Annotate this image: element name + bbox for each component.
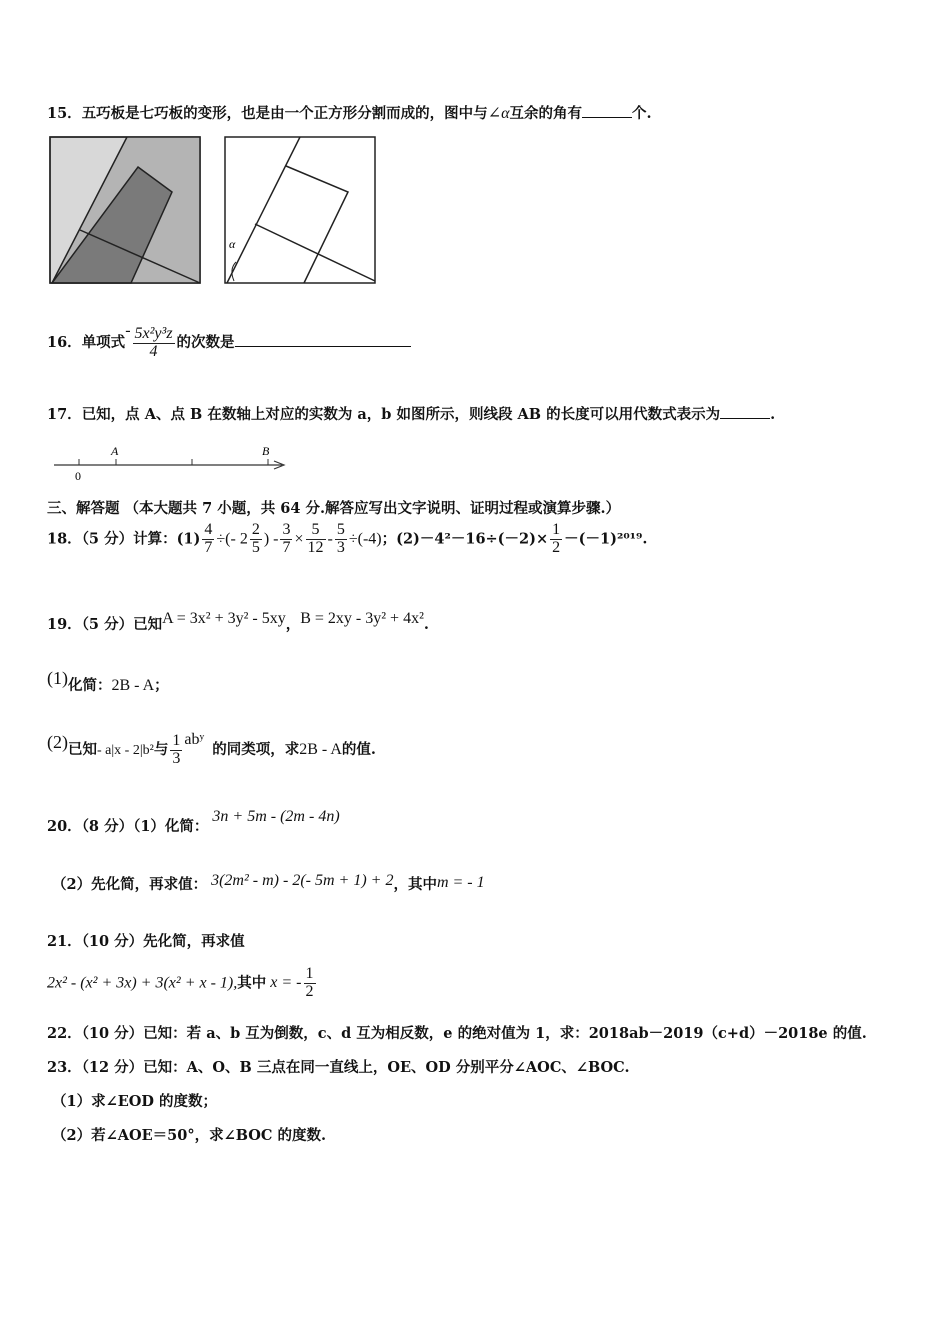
question-19-part-2 [47,731,376,767]
q16-fraction [133,326,175,361]
q19-p1-expr: 2B - A [111,677,155,694]
q18-f6-den: 2 [552,538,561,556]
q18-f2-num: 2 [251,521,260,538]
q17-label-b: B [262,444,270,458]
q21-cond: x = - [270,974,302,992]
q19-p1-text: 化简： [68,677,112,694]
q19-p2-expr1: - a|x - 2|b² [97,743,154,758]
q16-frac-num: 5x²y³z [134,324,173,342]
question-23 [47,1056,630,1077]
question-19-part-1 [47,668,169,695]
q18-f6-num: 1 [552,521,561,538]
q18-part-3: × [294,530,304,548]
q19-comma: ， [285,616,301,633]
q18-f4-num: 5 [306,522,326,540]
q16-text-a: 单项式 [81,334,126,351]
q19-p2-fraction [170,733,182,768]
q20-expr-1: 3n + 5m - (2m - 4n) [212,808,340,825]
q18-part-2: ) - [263,530,279,548]
q16-sign: - [125,322,131,339]
q16-number: 16． [47,334,82,351]
section-3-header: 三、解答题 （本大题共 7 小题，共 64 分.解答应写出文字说明、证明过程或演算步骤.） [47,500,621,517]
q15-text-b: 互余的角有 [509,105,582,122]
question-17 [47,403,775,424]
q18-f1-den: 7 [204,538,213,556]
question-23-part-1: （1）求∠EOD 的度数； [52,1093,218,1110]
q18-frac-2 [250,522,262,557]
q18-frac-3 [280,522,292,557]
q18-number: 18． [47,530,82,548]
question-23-part-2: （2）若∠AOE＝50°，求∠BOC 的度数. [52,1127,327,1144]
q20-p2-text: （2）先化简，再求值： [52,876,208,893]
q15-figure-shaded [49,136,201,284]
q19-p2-frac-den: 3 [172,749,181,767]
q18-f5-num: 5 [336,521,345,538]
q18-f3-den: 7 [282,538,291,556]
q17-end: . [770,406,776,423]
q18-frac-1 [202,522,214,557]
q22-number: 22． [47,1025,82,1042]
question-16 [47,322,411,360]
question-20-part-2 [52,872,485,894]
q17-text: 已知，点 A、点 B 在数轴上对应的实数为 a，b 如图所示，则线段 AB 的长度可以用代数式表示为 [81,406,721,423]
question-18 [47,522,647,557]
q20-cond: m = - 1 [436,874,485,891]
question-19 [47,610,429,634]
question-22 [47,1022,867,1043]
q18-part-1: ÷(- 2 [216,530,248,548]
q18-text-b: ；(2)－4²－16÷(－2)× [381,530,549,548]
q18-f3-num: 3 [282,521,291,538]
q20-expr-2: 3(2m² - m) - 2(- 5m + 1) + 2 [211,872,394,889]
q20-text-a: （8 分）（1）化简： [81,818,209,835]
q18-frac-4 [306,522,326,557]
question-21-expression [47,966,318,1001]
q17-number-line [52,440,292,482]
q18-frac-6 [550,522,562,557]
q19-p2-expr2: abʸ [184,731,205,748]
q19-p2-frac-num: 1 [172,731,181,749]
q18-part-4: - [327,530,333,548]
q19-p2-expr3: 2B - A [299,741,342,758]
q19-text-a: （5 分）已知 [81,616,163,633]
q18-f4-den: 12 [307,538,324,556]
q16-text-b: 的次数是 [176,334,235,351]
q18-text-c: －(－1)²⁰¹⁹. [564,530,648,548]
q16-blank [235,334,411,347]
question-15 [47,102,652,123]
question-21 [47,930,245,951]
q21-text: （10 分）先化简，再求值 [81,933,245,950]
q21-where: 其中 [237,974,267,992]
q19-expr-b: B = 2xy - 3y² + 4x² [300,610,424,627]
q19-p1-end: ； [154,677,169,694]
q20-p2-where: ，其中 [393,876,437,893]
q19-p1-mark: (1) [47,668,68,688]
q21-frac-den: 2 [305,982,314,1000]
q19-p2-with: 与 [153,741,169,758]
q19-p2-end: 的值. [341,741,376,758]
q18-text-a: （5 分）计算：(1) [81,530,201,548]
q18-part-5: ÷(-4) [348,530,382,548]
q22-text: （10 分）已知：若 a、b 互为倒数，c、d 互为相反数，e 的绝对值为 1，求：2018ab－2019（c+d）－2018e 的值. [81,1025,867,1042]
q21-expr: 2x² - (x² + 3x) + 3(x² + x - 1), [47,974,238,992]
q15-text-c: 个. [632,105,652,122]
q23-number: 23． [47,1059,82,1076]
q19-p2-text2: 的同类项，求 [212,741,300,758]
q15-text-a: 五巧板是七巧板的变形，也是由一个正方形分割而成的，图中与 [81,105,488,122]
q18-f2-den: 5 [251,538,260,556]
q17-label-a: A [111,444,119,458]
q19-end: . [423,616,429,633]
q21-fraction [304,966,316,1001]
q21-number: 21． [47,933,82,950]
q19-p2-text: 已知 [68,741,97,758]
q17-label-0: 0 [75,469,81,482]
q15-angle: ∠α [487,105,510,122]
q19-p2-mark: (2) [47,732,68,752]
q15-alpha-label: α [229,237,236,251]
q21-frac-num: 1 [305,965,314,982]
q19-number: 19． [47,616,82,633]
q17-blank [720,406,770,419]
q16-frac-den: 4 [149,342,158,360]
q18-f5-den: 3 [336,538,345,556]
q23-text: （12 分）已知：A、O、B 三点在同一直线上，OE、OD 分别平分∠AOC、∠BOC. [81,1059,630,1076]
q17-number: 17． [47,406,82,423]
q15-number: 15． [47,105,82,122]
q19-expr-a: A = 3x² + 3y² - 5xy [162,610,286,627]
q15-figure-outline [224,136,376,284]
question-20 [47,808,340,836]
q15-blank [582,105,632,118]
q18-frac-5 [335,522,347,557]
q20-number: 20． [47,818,82,835]
q18-f1-num: 4 [204,521,213,538]
